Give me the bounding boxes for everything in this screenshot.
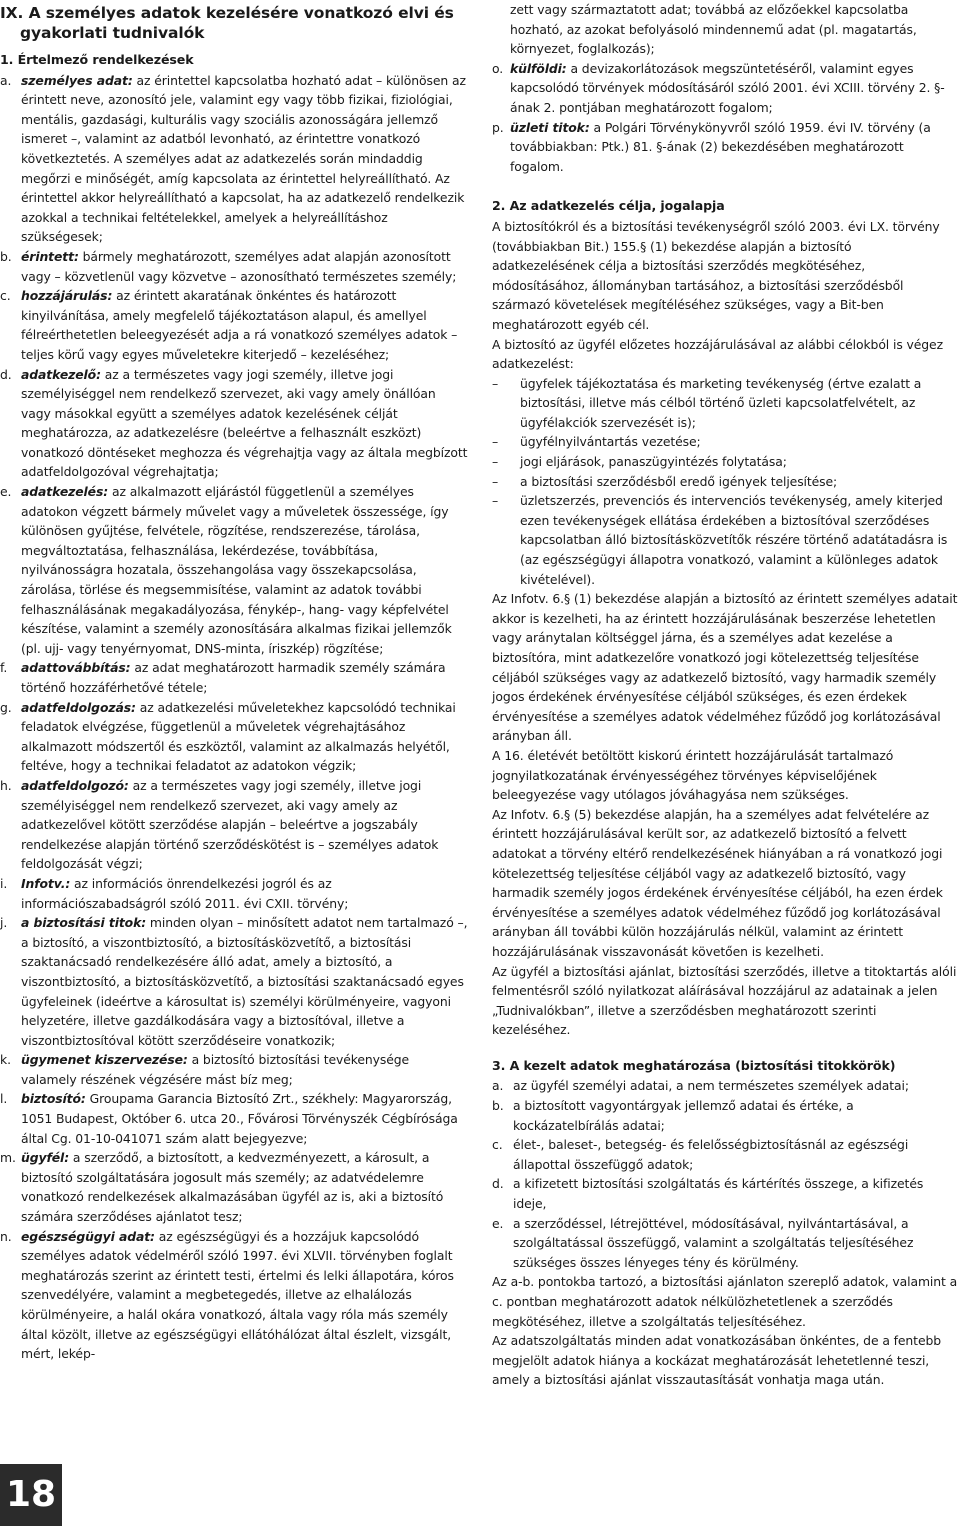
- defined-term: Infotv.:: [21, 875, 71, 891]
- definition-text: az adatkezelési műveletekhez kapcsolódó technikai feladatok elvégzése, függetlenül a műveletek végrehajtásához alkalmazott módszertől és eszköztől, valamint az alkalmazás helyétől, feltéve, hogy a technikai feladatot az adatokon végzik;: [21, 699, 456, 774]
- defined-term: a biztosítási titok:: [21, 915, 147, 931]
- section-2-paragraph: Az ügyfél a biztosítási ajánlat, biztosítási szerződés, illetve a titoktartás alóli felmentésről szóló nyilatkozat aláírásával hozzájárul az adatainak a jelen „Tudnivalókban”, illetve a szerződésben meghatározott szerinti kezeléséhez.: [492, 963, 957, 1038]
- chapter-title: IX. A személyes adatok kezelésére vonatkozó elvi és gyakorlati tudnivalók: [0, 4, 454, 42]
- definition-list: [0, 71, 468, 1364]
- item-marker: h.: [0, 777, 12, 793]
- data-category-text: az ügyfél személyi adatai, a nem természetes személyek adatai;: [513, 1078, 909, 1094]
- item-marker: o.: [492, 60, 504, 76]
- definition-item: [0, 913, 468, 1050]
- definition-item: [0, 658, 468, 697]
- dash-bullet: –: [492, 434, 499, 450]
- definition-text: az a természetes vagy jogi személy, illetve jogi személyiséggel nem rendelkező szervezet, aki vagy amely önállóan vagy másokkal együtt a személyes adatok kezelésének célját meghatározza, az adatkezelésre (beleértve a felhasznált eszközt) vonatkozó döntéseket meghozza és végrehajtja vagy az általa megbízott adatfeldolgozóval végrehajtatja;: [21, 366, 468, 480]
- data-category-item: [492, 1174, 958, 1213]
- definition-item: [0, 698, 468, 776]
- purpose-item: [492, 374, 958, 433]
- purpose-item: [492, 452, 958, 472]
- definition-item: [0, 1148, 468, 1226]
- item-marker: c.: [492, 1137, 503, 1153]
- item-marker: i.: [0, 875, 8, 891]
- defined-term: külföldi:: [510, 60, 567, 76]
- defined-term: üzleti titok:: [510, 119, 590, 135]
- item-marker: a.: [0, 72, 12, 88]
- defined-term: adatfeldolgozó:: [21, 777, 129, 793]
- definition-item: [0, 365, 468, 483]
- item-body: [21, 1148, 468, 1226]
- definition-item: [0, 482, 468, 658]
- item-body: [21, 286, 468, 364]
- item-body: [21, 913, 468, 1050]
- left-column: [0, 0, 468, 1364]
- definition-text: a szerződő, a biztosított, a kedvezményezett, a károsult, a biztosító szolgáltatására jogosult más személy; az adatvédelemre vonatkozó rendelkezések alkalmazásában ügyfél az is, aki a biztosító számára szerződéses ajánlatot tesz;: [21, 1150, 444, 1225]
- dash-bullet: –: [492, 454, 499, 470]
- item-marker: b.: [0, 248, 12, 264]
- definition-text: a biztosító biztosítási tevékenysége valamely részének végzésére mást bíz meg;: [21, 1052, 410, 1087]
- dash-bullet: –: [492, 375, 499, 391]
- item-body: [21, 71, 468, 247]
- section-2-paragraph: Az Infotv. 6.§ (5) bekezdése alapján, ha a személyes adat felvételére az érintett hozzájárulásával került sor, az adatkezelő biztosító a felvett adatokat a törvény eltérő rendelkezésének hiányában a rá vonatkozó jogi kötelezettség teljesítése céljából vagy az adatkezelő biztosító, vagy harmadik személy jogos érdekének érvényesítése céljából, ha ezen érdek érvényesítése a személyes adatok védelméhez fűződő jog korlátozásával arányban áll további külön hozzájárulás nélkül, valamint az érintett hozzájárulásának visszavonását követően is kezelheti.: [492, 806, 943, 959]
- defined-term: személyes adat:: [21, 72, 133, 88]
- right-column: [492, 0, 958, 1390]
- purpose-text: ügyfelek tájékoztatása és marketing tevékenység (értve ezalatt a biztosítási, illetve más célból történő üzleti kapcsolatfelvételt, az ügyfélakciók szervezését is);: [520, 375, 922, 430]
- item-body: [21, 247, 468, 286]
- data-category-text: a biztosított vagyontárgyak jellemző adatai és értéke, a kockázatelbírálás adatai;: [513, 1098, 854, 1133]
- definition-text: az érintett akaratának önkéntes és határozott kinyilvánítása, amely megfelelő tájékoztatáson alapul, és amellyel félreérthetetlen beleegyezését adja a rá vonatkozó személyes adatok – teljes körű vagy egyes műveletekre kiterjedő – kezeléséhez;: [21, 288, 458, 362]
- item-body: [21, 658, 468, 697]
- definition-item: [0, 1089, 468, 1148]
- item-marker: p.: [492, 119, 504, 135]
- defined-term: érintett:: [21, 248, 79, 264]
- definition-text: minden olyan – minősített adatot nem tartalmazó –, a biztosító, a viszontbiztosító, a biztosításközvetítő, a biztosítási szaktanácsadó rendelkezésére álló adat, amely a biztosító, a viszontbiztosító, a biztosításközvetítő, a biztosítási szaktanácsadó egyes ügyfeleinek (ideértve a károsultat is) személyi körülményeire, vagyoni helyzetére, illetve gazdálkodására vagy a biztosítóval, illetve a viszontbiztosítóval kötött szerződéseire vonatkozik;: [21, 915, 468, 1048]
- section-3-paragraph: Az a-b. pontokba tartozó, a biztosítási ajánlaton szereplő adatok, valamint a c. pontban meghatározott adatok nélkülözhetetlenek a szerződés megkötéséhez, illetve a szolgáltatás teljesítéséhez.: [492, 1274, 958, 1329]
- defined-term: adatkezelés:: [21, 484, 109, 500]
- defined-term: adatkezelő:: [21, 366, 101, 382]
- definition-item: [0, 247, 468, 286]
- item-body: [21, 874, 468, 913]
- item-body: [21, 698, 468, 776]
- definition-text: bármely meghatározott, személyes adat alapján azonosított vagy – közvetlenül vagy közvetve – azonosítható természetes személy;: [21, 248, 457, 284]
- definition-item: [0, 1050, 468, 1089]
- definition-item: [0, 776, 468, 874]
- definition-item: [492, 118, 958, 177]
- purpose-text: a biztosítási szerződésből eredő igények teljesítése;: [520, 473, 838, 489]
- purpose-item: [492, 472, 958, 492]
- item-marker: g.: [0, 699, 12, 715]
- dash-bullet: –: [492, 493, 499, 509]
- defined-term: egészségügyi adat:: [21, 1228, 155, 1244]
- purpose-item: [492, 491, 958, 589]
- data-category-item: [492, 1214, 958, 1273]
- item-marker: j.: [0, 915, 8, 931]
- defined-term: adatfeldolgozás:: [21, 699, 136, 715]
- definition-text: az adat meghatározott harmadik személy számára történő hozzáférhetővé tétele;: [21, 660, 446, 695]
- data-category-item: [492, 1135, 958, 1174]
- item-marker: k.: [0, 1052, 11, 1068]
- item-body: [21, 1050, 468, 1089]
- section-3-paragraph: Az adatszolgáltatás minden adat vonatkozásában önkéntes, de a fentebb megjelölt adatok hiánya a kockázat meghatározását lehetetlenné teszi, amely a biztosítási ajánlat visszautasítását vonhatja maga után.: [492, 1333, 941, 1388]
- definition-n-continuation: zett vagy származtatott adat; továbbá az előzőekkel kapcsolatba hozható, az azokat befolyásoló mindennemű adat (pl. magatartás, környezet, foglalkozás);: [510, 2, 917, 57]
- page-number: 18: [0, 1464, 62, 1526]
- purpose-list: [492, 374, 958, 590]
- defined-term: adattovábbítás:: [21, 660, 131, 676]
- definition-text: az a természetes vagy jogi személy, illetve jogi személyiséggel nem rendelkező szervezet, aki vagy amely az adatkezelővel kötött szerződése alapján – beleértve a jogszabály rendelkezése alapján történő szerződéskötést is – személyes adatok feldolgozását végzi;: [21, 777, 439, 872]
- definition-text: a devizakorlátozások megszüntetéséről, valamint egyes kapcsolódó törvények módosításáról szóló 2001. évi XCIII. törvény 2. §-ának 2. pontjában meghatározott fogalom;: [510, 60, 945, 115]
- definition-text: Groupama Garancia Biztosító Zrt., székhely: Magyarország, 1051 Budapest, Október 6. utca 20., Fővárosi Törvényszék Cégbírósága által Cg. 01-10-041071 szám alatt bejegyezve;: [21, 1091, 458, 1146]
- data-category-item: [492, 1076, 958, 1096]
- item-marker: n.: [0, 1228, 12, 1244]
- data-category-list: [492, 1076, 958, 1272]
- item-body: [510, 59, 958, 118]
- item-body: [21, 482, 468, 658]
- item-body: [21, 776, 468, 874]
- item-body: [510, 118, 958, 177]
- dash-bullet: –: [492, 473, 499, 489]
- definition-text: az alkalmazott eljárástól függetlenül a személyes adatokon végzett bármely művelet vagy a műveletek összessége, így különösen gyűjtése, felvétele, rögzítése, rendszerezése, tárolása, megváltoztatása, felhasználása, lekérdezése, továbbítása, nyilvánosságra hozatala, összehangolása vagy összekapcsolása, zárolása, törlése és megsemmisítése, valamint az adatok további felhasználásának megakadályozása, fénykép-, hang- vagy képfelvétel készítése, valamint a személy azonosítására alkalmas fizikai jellemzők (pl. ujj- vagy tenyérnyomat, DNS-minta, íriszkép) rögzítése;: [21, 484, 452, 656]
- section-2-paragraph: A biztosítókról és a biztosítási tevékenységről szóló 2003. évi LX. törvény (továbbiakban Bit.) 155.§ (1) bekezdése alapján a biztosító adatkezelésének célja a biztosítási szerződés megkötéséhez, módosításához, állományban tartásához, a biztosítási szerződésből származó követelések megítéléséhez szükséges, vagy a Bit-ben meghatározott egyéb cél.: [492, 218, 940, 332]
- item-marker: c.: [0, 288, 11, 304]
- item-marker: f.: [0, 660, 8, 676]
- definition-text: az információs önrendelkezési jogról és az információszabadságról szóló 2011. évi CXII. törvény;: [21, 875, 349, 911]
- data-category-item: [492, 1096, 958, 1135]
- definition-item: [0, 71, 468, 247]
- section-2-heading: 2. Az adatkezelés célja, jogalapja: [492, 198, 725, 214]
- section-2-paragraph: Az Infotv. 6.§ (1) bekezdése alapján a biztosító az érintett személyes adatait akkor is kezelheti, ha az érintett hozzájárulásának beszerzése lehetetlen vagy aránytalan költséggel járna, és a személyes adat kezelése a biztosítóra, mint adatkezelőre vonatkozó jogi kötelezettség teljesítése céljából szükséges vagy az adatkezelő biztosító, vagy harmadik személy jogos érdekének érvényesítése céljából szükséges, és ezen érdekek érvényesítése a személyes adatok védelméhez fűződő jog korlátozásával arányban áll.: [492, 591, 958, 744]
- item-marker: b.: [492, 1098, 504, 1114]
- defined-term: ügymenet kiszervezése:: [21, 1052, 188, 1068]
- item-marker: e.: [0, 484, 12, 500]
- item-marker: m.: [0, 1150, 16, 1166]
- section-2-paragraph: A 16. életévét betöltött kiskorú érintett hozzájárulását tartalmazó jognyilatkozatának érvényességéhez törvényes képviselőjének beleegyezése vagy utólagos jóváhagyása nem szükséges.: [492, 747, 894, 803]
- section-3-heading: 3. A kezelt adatok meghatározása (biztosítási titokkörök): [492, 1057, 896, 1073]
- item-marker: l.: [0, 1091, 8, 1107]
- definition-item: [0, 1227, 468, 1364]
- defined-term: hozzájárulás:: [21, 288, 113, 304]
- section-2-paragraph: A biztosító az ügyfél előzetes hozzájárulásával az alábbi célokból is végez adatkezelést:: [492, 336, 943, 372]
- item-marker: d.: [492, 1176, 504, 1192]
- definition-item: [492, 59, 958, 118]
- defined-term: biztosító:: [21, 1091, 86, 1107]
- definition-text: a Polgári Törvénykönyvről szóló 1959. évi IV. törvény (a továbbiakban: Ptk.) 81. §-ának (2) bekezdésében meghatározott fogalom.: [510, 119, 931, 174]
- definition-text: az egészségügyi és a hozzájuk kapcsolódó személyes adatok védelméről szóló 1997. évi XLVII. törvényben foglalt meghatározás szerint az érintett testi, értelmi és lelki állapotára, kóros szenvedélyére, valamint a megbetegedés, illetve az elhalálozás körülményeire, a halál okára vonatkozó, általa vagy róla más személy által közölt, illetve az egészségügyi ellátóhálózat által észlelt, vizsgált, mért, lekép-: [21, 1228, 454, 1362]
- defined-term: ügyfél:: [21, 1150, 70, 1166]
- purpose-item: [492, 432, 958, 452]
- data-category-text: élet-, baleset-, betegség- és felelősségbiztosításnál az egészségi állapottal összefüggő adatok;: [513, 1137, 909, 1172]
- purpose-text: ügyfélnyilvántartás vezetése;: [520, 434, 701, 450]
- definition-text: az érintettel kapcsolatba hozható adat – különösen az érintett neve, azonosító jele, valamint egy vagy több fizikai, fiziológiai, mentális, gazdasági, kulturális vagy szociális azonosságára jellemző ismeret –, valamint az adatból levonható, az érintettre vonatkozó következtetés. A személyes adat az adatkezelés során mindaddig megőrzi e minőségét, amíg kapcsolata az érintettel helyreállítható. Az érintettel akkor helyreállítható a kapcsolat, ha az adatkezelő rendelkezik azokkal a technikai feltételekkel, amelyek a helyreállításhoz szükségesek;: [21, 72, 466, 245]
- data-category-text: a kifizetett biztosítási szolgáltatás és kártérítés összege, a kifizetés ideje,: [513, 1176, 924, 1212]
- item-body: [21, 1227, 468, 1364]
- purpose-text: üzletszerzés, prevenciós és intervenciós tevékenység, amely kiterjed ezen tevékenységek ellátása érdekében a biztosítóval szerződéses kapcsolatban álló biztosításközvetítők részére történő adatátadásra is (az egészségügyi állapotra vonatkozó, valamint a különleges adatok kivételével).: [520, 493, 948, 587]
- item-body: [21, 1089, 468, 1148]
- item-body: [21, 365, 468, 483]
- item-marker: e.: [492, 1215, 504, 1231]
- definition-item: [0, 286, 468, 364]
- item-marker: d.: [0, 366, 12, 382]
- data-category-text: a szerződéssel, létrejöttével, módosításával, nyilvántartásával, a szolgáltatással összefüggő, valamint a szolgáltatás teljesítéséhez szükséges összes lényeges tény és körülmény.: [513, 1215, 914, 1270]
- section-1-heading: 1. Értelmező rendelkezések: [0, 52, 194, 67]
- definition-item: [0, 874, 468, 913]
- definition-list-continued: [492, 59, 958, 177]
- purpose-text: jogi eljárások, panaszügyintézés folytatása;: [520, 454, 787, 470]
- item-marker: a.: [492, 1078, 504, 1094]
